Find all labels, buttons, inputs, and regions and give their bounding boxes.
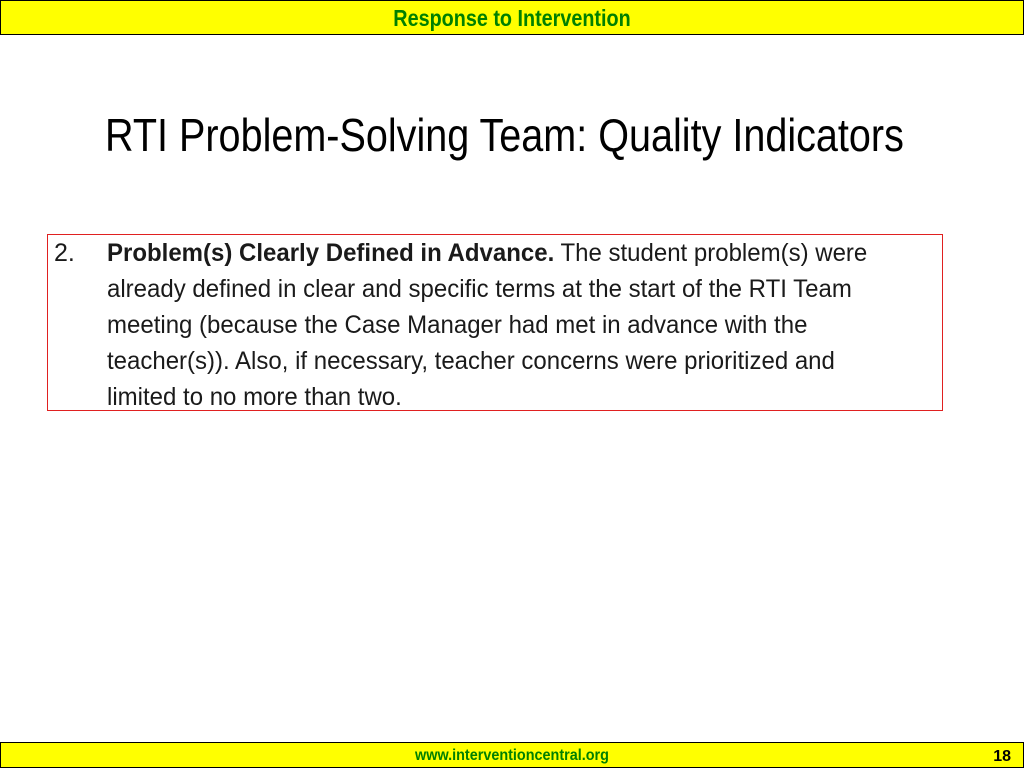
- item-number: 2.: [54, 239, 75, 267]
- header-bar: [0, 0, 1024, 35]
- item-heading: Problem(s) Clearly Defined in Advance.: [107, 239, 555, 267]
- footer-url: www.interventioncentral.org: [415, 747, 609, 764]
- page-number: 18: [993, 748, 1011, 765]
- item-text: [107, 235, 909, 415]
- slide-title: RTI Problem-Solving Team: Quality Indicators: [105, 109, 904, 161]
- quality-indicator-box: [47, 234, 943, 411]
- footer-bar: [0, 742, 1024, 768]
- item-body: The student problem(s) were already defined in clear and specific terms at the start of the RTI Team meeting (because the Case Manager had met in advance with the teacher(s)). Also, if necessary, teacher concerns were prioritized and limited to no more than two.: [107, 239, 868, 411]
- header-title: Response to Intervention: [393, 5, 631, 31]
